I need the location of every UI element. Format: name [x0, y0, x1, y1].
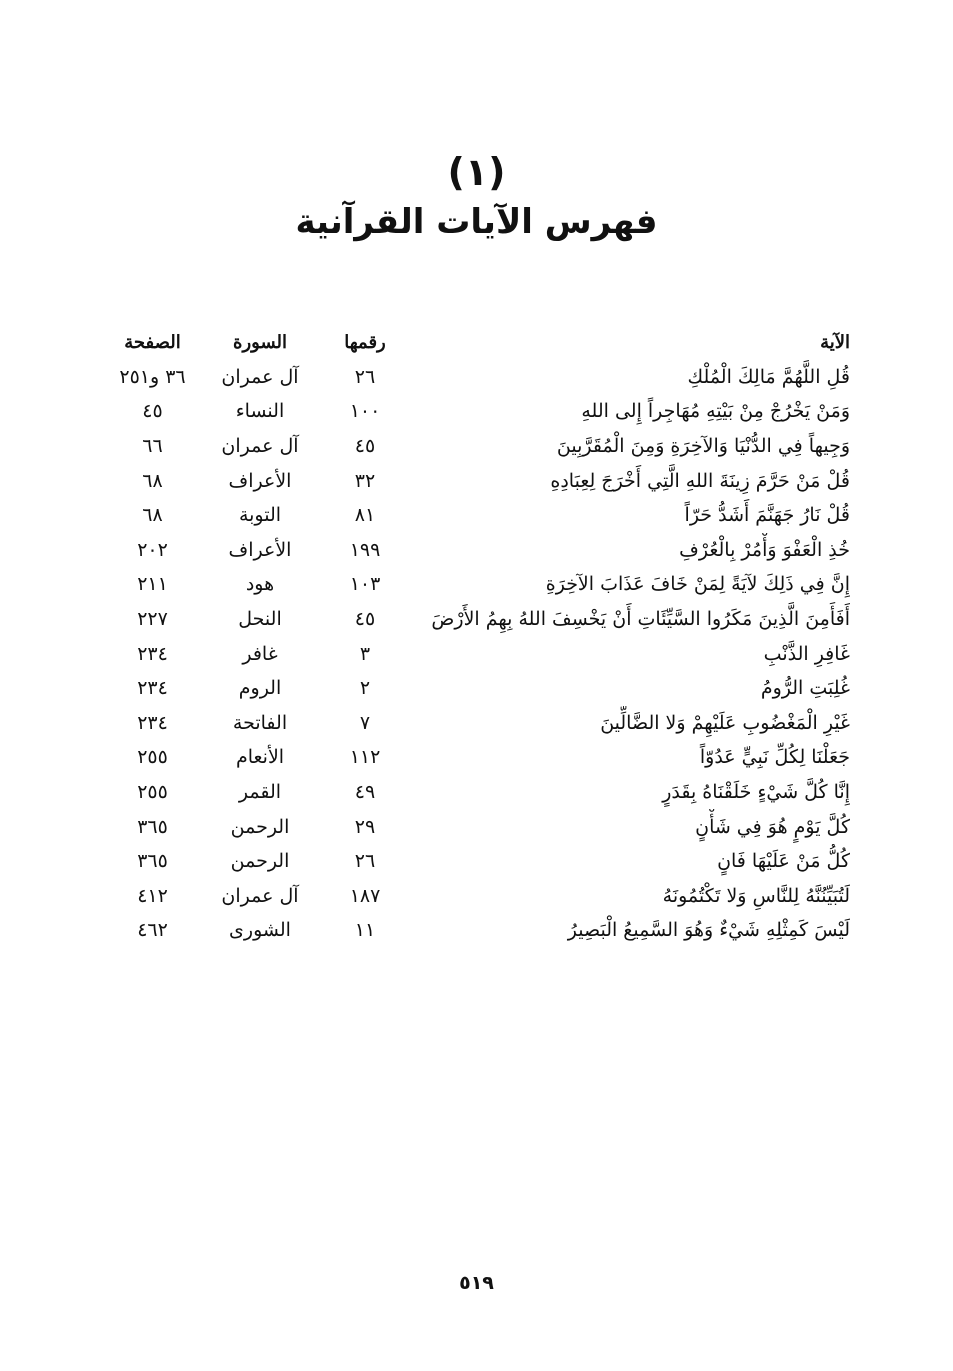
surah-cell: الشورى	[229, 919, 291, 942]
verse-cell: وَجِيهاً فِي الدُّنْيَا وَالآخِرَةِ وَمِنَ الْمُقَرَّبِينَ	[556, 435, 850, 458]
verse-number-cell: ١٠٠	[349, 400, 381, 423]
surah-cell: التوبة	[238, 504, 282, 527]
surah-cell: النحل	[238, 608, 282, 631]
verse-cell: غَافِرِ الذَّنْبِ	[763, 642, 850, 665]
table-row	[100, 533, 850, 568]
table-body	[100, 360, 850, 948]
table-row	[100, 567, 850, 602]
verse-cell: وَمَنْ يَخْرُجْ مِنْ بَيْتِهِ مُهَاجِراً إِلى اللهِ	[581, 400, 850, 423]
surah-cell: الرحمن	[230, 850, 290, 873]
verse-number-cell: ٤٩	[354, 781, 376, 804]
page-cell: ٤٥	[142, 400, 163, 423]
verse-number-cell: ٧	[359, 711, 371, 734]
header-verse: الآية	[820, 331, 850, 353]
page-cell: ٢٠٢	[137, 538, 168, 561]
verse-cell: قُلْ مَنْ حَرَّمَ زِينَةَ اللهِ الَّتِي أَخْرَجَ لِعِبَادِهِ	[550, 469, 850, 492]
table-row	[100, 913, 850, 948]
table-row	[100, 671, 850, 706]
verse-cell: لَتُبَيِّنُنَّهُ لِلنَّاسِ وَلا تَكْتُمُونَهُ	[662, 884, 850, 907]
header-surah: السورة	[233, 331, 287, 353]
table-row	[100, 775, 850, 810]
verse-cell: خُذِ الْعَفْوَ وَأْمُرْ بِالْعُرْفِ	[679, 538, 850, 561]
page-cell: ٢٢٧	[137, 608, 168, 631]
page-number: ٥١٩	[459, 1272, 494, 1294]
table-row	[100, 602, 850, 637]
verse-number-cell: ٢٦	[354, 850, 376, 873]
table-row	[100, 463, 850, 498]
page-cell: ٦٨	[142, 504, 163, 527]
surah-cell: القمر	[238, 781, 282, 804]
surah-cell: غافر	[242, 642, 278, 665]
page-cell: ٤٦٢	[137, 919, 168, 942]
surah-cell: هود	[245, 573, 275, 596]
verse-cell: لَيْسَ كَمِثْلِهِ شَيْءٌ وَهُوَ السَّمِيعُ الْبَصِيرُ	[567, 919, 850, 942]
verse-number-cell: ١٩٩	[349, 538, 381, 561]
table-row	[100, 844, 850, 879]
verse-number-cell: ١٠٣	[349, 573, 381, 596]
page-cell: ٢٣٤	[137, 642, 168, 665]
surah-cell: آل عمران	[221, 884, 299, 907]
header-page: الصفحة	[124, 331, 181, 353]
page-cell: ٣٦٥	[137, 850, 168, 873]
page-cell: ٣٦٥	[137, 815, 168, 838]
table-row	[100, 740, 850, 775]
surah-cell: الرحمن	[230, 815, 290, 838]
page-cell: ٦٨	[142, 469, 163, 492]
surah-cell: الروم	[238, 677, 282, 700]
table-header-row	[100, 325, 850, 360]
page-cell: ٢٣٤	[137, 711, 168, 734]
page-cell: ٢٥٥	[137, 781, 168, 804]
verse-cell: أَفَأَمِنَ الَّذِينَ مَكَرُوا السَّيِّئَاتِ أَنْ يَخْسِفَ اللهُ بِهِمُ الأَرْضَ	[431, 608, 850, 631]
verse-cell: غَيْرِ الْمَغْضُوبِ عَلَيْهِمْ وَلا الضَّالِّينَ	[600, 711, 850, 734]
header-number: رقمها	[344, 331, 386, 353]
table-row	[100, 498, 850, 533]
verse-cell: غُلِبَتِ الرُّومُ	[760, 677, 850, 700]
verse-number-cell: ٢	[359, 677, 371, 700]
verse-cell: كُلَّ يَوْمٍ هُوَ فِي شَأْنٍ	[695, 815, 850, 838]
page-title: فهرس الآيات القرآنية	[295, 202, 658, 242]
page-cell: ٢١١	[137, 573, 168, 596]
verse-cell: جَعَلْنَا لِكُلِّ نَبِيٍّ عَدُوّاً	[699, 746, 850, 769]
surah-cell: الأعراف	[228, 469, 292, 492]
table-row	[100, 706, 850, 741]
section-number: (١)	[447, 150, 506, 194]
verse-cell: كُلُّ مَنْ عَلَيْهَا فَانٍ	[717, 850, 850, 873]
verse-number-cell: ٨١	[354, 504, 376, 527]
verse-number-cell: ٣٢	[354, 469, 376, 492]
verse-number-cell: ٤٥	[354, 435, 376, 458]
verse-number-cell: ١٨٧	[349, 884, 381, 907]
surah-cell: الأعراف	[228, 538, 292, 561]
page-cell: ٢٣٤	[137, 677, 168, 700]
verse-cell: إِنَّا كُلَّ شَيْءٍ خَلَقْنَاهُ بِقَدَرٍ	[662, 781, 850, 804]
page-cell: ٦٦	[142, 435, 163, 458]
surah-cell: النساء	[235, 400, 285, 423]
surah-cell: آل عمران	[221, 435, 299, 458]
verse-number-cell: ١١	[354, 919, 376, 942]
table-row	[100, 809, 850, 844]
surah-cell: آل عمران	[221, 365, 299, 388]
page-cell: ٣٦ و٢٥١	[119, 365, 186, 388]
table-row	[100, 360, 850, 395]
verse-number-cell: ٣	[359, 642, 371, 665]
verse-cell: قُلْ نَارُ جَهَنَّمَ أَشَدُّ حَرّاً	[684, 504, 850, 527]
page-cell: ٤١٢	[137, 884, 168, 907]
surah-cell: الأنعام	[235, 746, 285, 769]
page-cell: ٢٥٥	[137, 746, 168, 769]
verse-index-table	[100, 325, 850, 948]
table-row	[100, 636, 850, 671]
table-row	[100, 394, 850, 429]
verse-number-cell: ٤٥	[354, 608, 376, 631]
table-row	[100, 429, 850, 464]
verse-number-cell: ٢٩	[354, 815, 376, 838]
surah-cell: الفاتحة	[232, 711, 288, 734]
table-row	[100, 879, 850, 914]
verse-cell: قُلِ اللَّهُمَّ مَالِكَ الْمُلْكِ	[687, 365, 850, 388]
verse-number-cell: ١١٢	[349, 746, 381, 769]
verse-cell: إِنَّ فِي ذَلِكَ لآيَةً لِمَنْ خَافَ عَذَابَ الآخِرَةِ	[545, 573, 850, 596]
verse-number-cell: ٢٦	[354, 365, 376, 388]
